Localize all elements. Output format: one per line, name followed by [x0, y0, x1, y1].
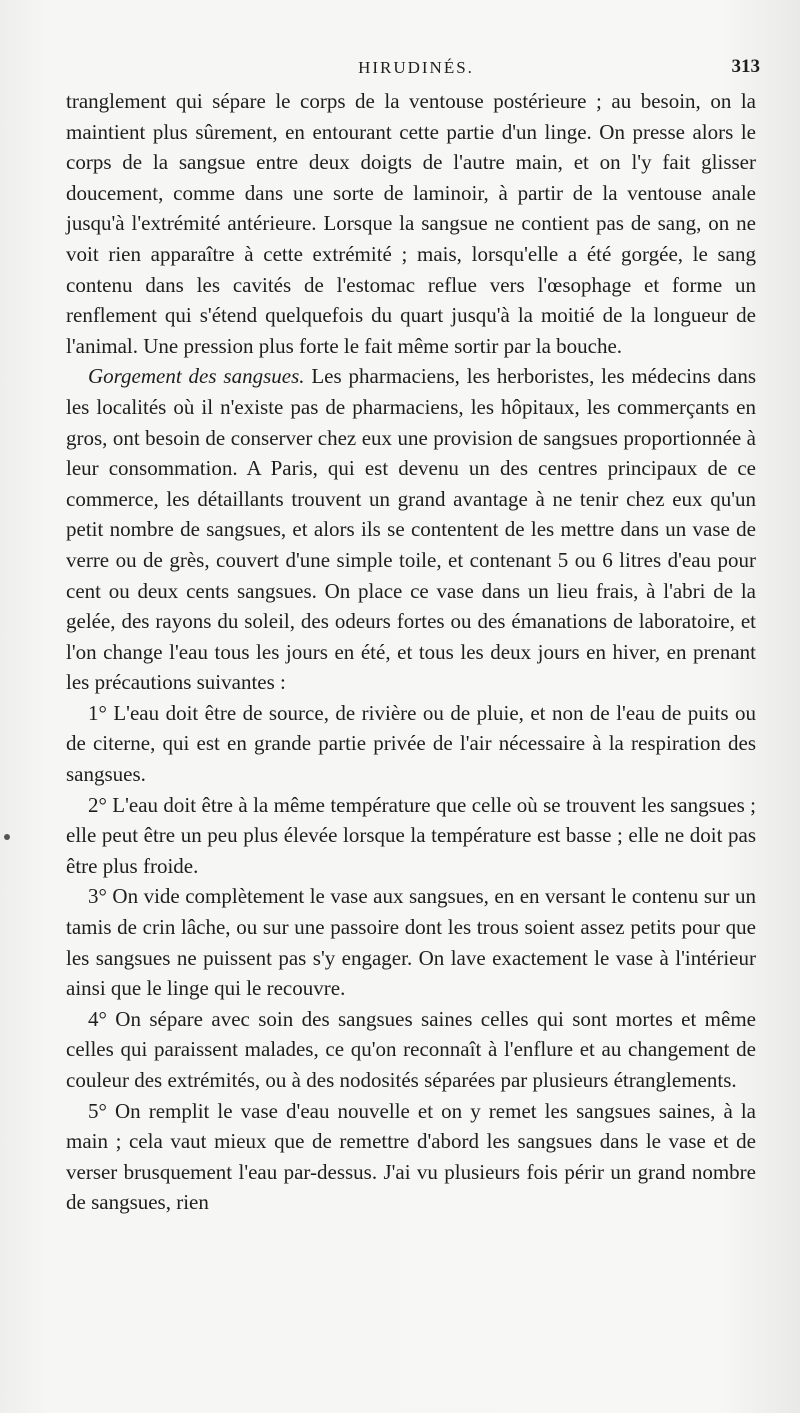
running-title: HIRUDINÉS. — [358, 58, 474, 77]
list-item-5 — [66, 1096, 756, 1218]
margin-ink-spot — [4, 834, 10, 840]
page-header — [68, 54, 764, 84]
paragraph-text: Les pharmaciens, les herboristes, les médecins dans les localités où il n'existe pas de pharmaciens, les hôpitaux, les commerçants en gros, ont besoin de conserver chez eux une provision de sangsues proportionnée à leur consommation. A Paris, qui est devenu un des centres principaux de ce commerce, les détaillants trouvent un grand avantage à ne tenir chez eux qu'un petit nombre de sangsues, et alors ils se contentent de les mettre dans un vase de verre ou de grès, couvert d'une simple toile, et contenant 5 ou 6 litres d'eau pour cent ou deux cents sangsues. On place ce vase dans un lieu frais, à l'abri de la gelée, des rayons du soleil, des odeurs fortes ou des émanations de laboratoire, et l'on change l'eau tous les jours en été, et tous les deux jours en hiver, en prenant les précautions suivantes : — [66, 364, 756, 695]
list-item-4 — [66, 1004, 756, 1096]
paragraph-gorgement — [66, 361, 756, 698]
paragraph-text: tranglement qui sépare le corps de la ventouse postérieure ; au besoin, on la maintient plus sûrement, en entourant cette partie d'un linge. On presse alors le corps de la sangsue entre deux doigts de l'autre main, et on l'y fait glisser doucement, comme dans une sorte de laminoir, à partir de la ventouse anale jusqu'à l'extrémité antérieure. Lorsque la sangsue ne contient pas de sang, on ne voit rien apparaître à cette extrémité ; mais, lorsqu'elle a été gorgée, le sang contenu dans les cavités de l'estomac reflue vers l'œsophage et forme un renflement qui s'étend quelquefois du quart jusqu'à la moitié de la longueur de l'animal. Une pression plus forte le fait même sortir par la bouche. — [66, 89, 756, 358]
page-number: 313 — [731, 56, 760, 77]
paragraph-text: 3° On vide complètement le vase aux sangsues, en en versant le contenu sur un tamis de crin lâche, ou sur une passoire dont les trous soient assez petits pour que les sangsues ne puissent pas s'y engager. On lave exactement le vase à l'intérieur ainsi que le linge qui le recouvre. — [66, 884, 756, 1001]
list-item-2 — [66, 790, 756, 882]
body-text — [66, 86, 756, 1218]
list-item-1 — [66, 698, 756, 790]
paragraph-continuation — [66, 86, 756, 361]
list-item-3 — [66, 881, 756, 1003]
paragraph-text: 5° On remplit le vase d'eau nouvelle et on y remet les sangsues saines, à la main ; cela vaut mieux que de remettre d'abord les sangsues dans le vase et de verser brusquement l'eau par-dessus. J'ai vu plusieurs fois périr un grand nombre de sangsues, rien — [66, 1098, 756, 1215]
paragraph-text: 1° L'eau doit être de source, de rivière ou de pluie, et non de l'eau de puits ou de citerne, qui est en grande partie privée de l'air nécessaire à la respiration des sangsues. — [66, 700, 756, 787]
section-runin-heading: Gorgement des sangsues. — [88, 364, 305, 389]
paragraph-text: 4° On sépare avec soin des sangsues saines celles qui sont mortes et même celles qui paraissent malades, ce qu'on reconnaît à l'enflure et au changement de couleur des extrémités, ou à des nodosités séparées par plusieurs étranglements. — [66, 1006, 756, 1092]
paragraph-text: 2° L'eau doit être à la même température que celle où se trouvent les sangsues ; elle peut être un peu plus élevée lorsque la température est basse ; elle ne doit pas être plus froide. — [66, 792, 756, 878]
